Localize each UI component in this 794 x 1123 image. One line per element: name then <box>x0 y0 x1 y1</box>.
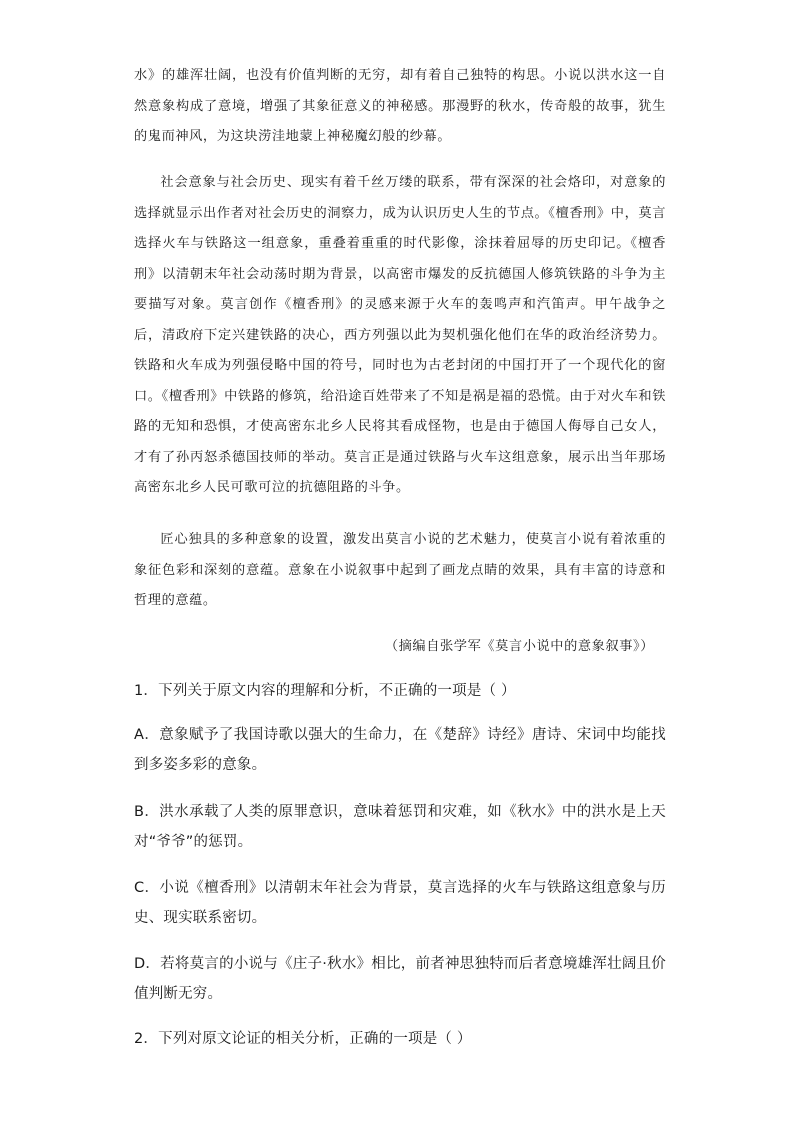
question-1-option-d: D．若将莫言的小说与《庄子·秋水》相比，前者神思独特而后者意境雄浑壮阔且价值判断无穷。 <box>134 956 666 1002</box>
question-1-option-b: B．洪水承载了人类的原罪意识，意味着惩罚和灾难，如《秋水》中的洪水是上天对“爷爷”的惩罚。 <box>134 804 666 850</box>
passage-paragraph-3 <box>134 525 666 617</box>
question-1-stem: 1．下列关于原文内容的理解和分析，不正确的一项是（ ） <box>134 683 516 699</box>
question-2-stem: 2．下列对原文论证的相关分析，正确的一项是（ ） <box>134 1031 472 1047</box>
passage-paragraph-continued <box>134 61 666 153</box>
question-1-option-a: A．意象赋予了我国诗歌以强大的生命力，在《楚辞》诗经》唐诗、宋词中均能找到多姿多彩的意象。 <box>134 727 666 773</box>
paragraph-text: 水》的雄浑壮阔，也没有价值判断的无穷，却有着自己独特的构思。小说以洪水这一自然意象构成了意境，增强了其象征意义的神秘感。那漫野的秋水，传奇般的故事，犹生的鬼而神风，为这块涝洼地蒙上神秘魔幻般的纱幕。 <box>134 68 666 144</box>
source-citation: （摘编自张学军《莫言小说中的意象叙事》） <box>384 639 654 654</box>
paragraph-text: 社会意象与社会历史、现实有着千丝万缕的联系，带有深深的社会烙印，对意象的选择就显示出作者对社会历史的洞察力，成为认识历史人生的节点。《檀香刑》中，莫言选择火车与铁路这一组意象，重叠着重重的时代影像，涂抹着屈辱的历史印记。《檀香刑》以清朝末年社会动荡时期为背景，以高密市爆发的反抗德国人修筑铁路的斗争为主要描写对象。莫言创作《檀香刑》的灵感来源于火车的轰鸣声和汽笛声。甲午战争之后，清政府下定兴建铁路的决心，西方列强以此为契机强化他们在华的政治经济势力。铁路和火车成为列强侵略中国的符号，同时也为古老封闭的中国打开了一个现代化的窗口。《檀香刑》中铁路的修筑，给沿途百姓带来了不知是祸是福的恐慌。由于对火车和铁路的无知和恐惧，才使高密东北乡人民将其看成怪物，也是由于德国人侮辱自己女人，才有了孙丙怒杀德国技师的举动。莫言正是通过铁路与火车这组意象，展示出当年那场高密东北乡人民可歌可泣的抗德阻路的斗争。 <box>134 175 666 495</box>
passage-paragraph-2 <box>134 168 666 504</box>
question-1-option-c: C．小说《檀香刑》以清朝末年社会为背景，莫言选择的火车与铁路这组意象与历史、现实联系密切。 <box>134 880 666 926</box>
paragraph-text: 匠心独具的多种意象的设置，激发出莫言小说的艺术魅力，使莫言小说有着浓重的象征色彩和深刻的意蕴。意象在小说叙事中起到了画龙点睛的效果，具有丰富的诗意和哲理的意蕴。 <box>134 532 666 608</box>
